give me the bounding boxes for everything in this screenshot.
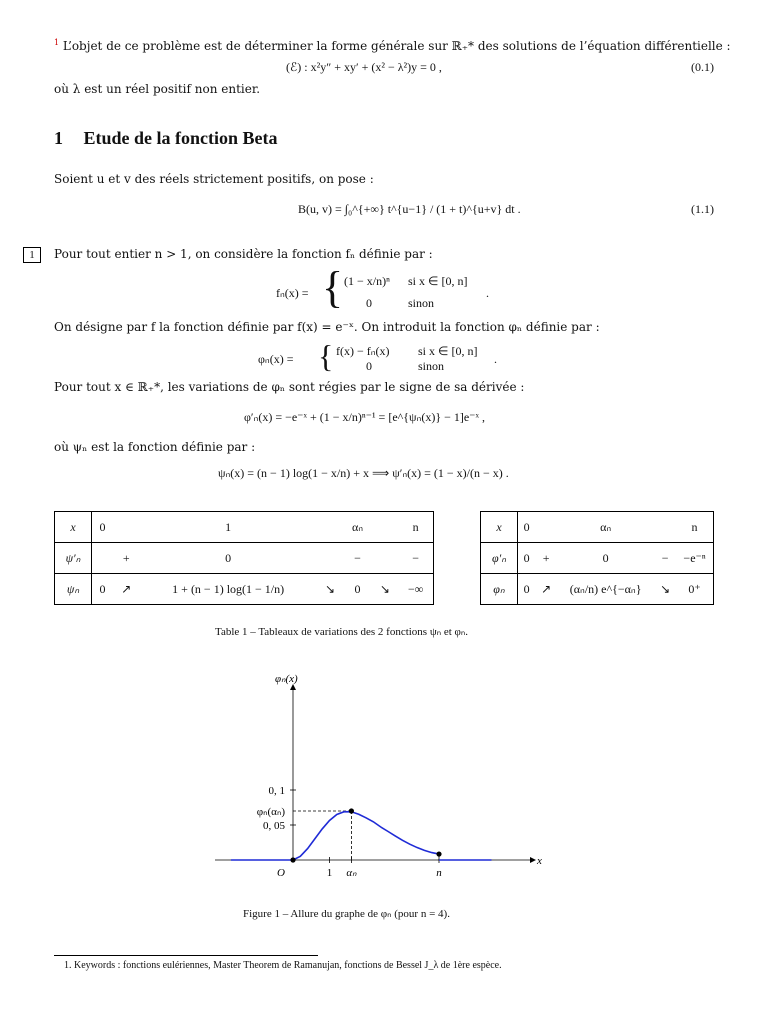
table-psi-cell xyxy=(317,512,344,543)
table-phi-cell: 0 xyxy=(518,574,536,605)
table-psi-cell: 1 + (n − 1) log(1 − 1/n) xyxy=(140,574,317,605)
table-psi-cell xyxy=(372,543,399,574)
variation-table-phi xyxy=(480,511,714,605)
table-psi-cell: + xyxy=(113,543,140,574)
table-phi-cell: (αₙ/n) e^{−αₙ} xyxy=(557,574,654,605)
table-psi-cell: − xyxy=(398,543,433,574)
question-number-box: 1 xyxy=(23,247,41,263)
period: . xyxy=(494,352,497,366)
table-psi-cell: 0 xyxy=(92,512,113,543)
table-phi-cell: + xyxy=(535,543,557,574)
table-phi-cell: 0 xyxy=(518,543,536,574)
table-phi-cell: αₙ xyxy=(557,512,654,543)
table-psi-cell: − xyxy=(343,543,371,574)
table-psi-cell xyxy=(372,512,399,543)
equation-fn-left: fₙ(x) = xyxy=(276,286,309,300)
y-marker-label: φₙ(αₙ) xyxy=(256,806,285,818)
table-psi-row-head: ψₙ xyxy=(55,574,92,605)
table-phi-cell: −e⁻ⁿ xyxy=(676,543,713,574)
table-phi-cell: − xyxy=(654,543,676,574)
paragraph-1: Soient u et v des réels strictement positifs, on pose : xyxy=(54,172,374,186)
x-axis-label: x xyxy=(537,855,542,867)
table-phi-row-head: x xyxy=(481,512,518,543)
x-tick-label: αₙ xyxy=(346,867,357,879)
table-psi-cell: ↗ xyxy=(113,574,140,605)
paragraph-3: On désigne par f la fonction définie par f(x) = e⁻ˣ. On introduit la fonction φₙ définie par : xyxy=(54,320,600,334)
table-phi-cell: ↘ xyxy=(654,574,676,605)
table-psi-cell: 0 xyxy=(343,574,371,605)
table-phi-cell xyxy=(654,512,676,543)
table-psi-row xyxy=(55,574,434,605)
section-number: 1 xyxy=(54,128,63,148)
equation-fn-cond2: sinon xyxy=(408,296,435,310)
section-heading xyxy=(54,128,278,149)
section-title: Etude de la fonction Beta xyxy=(83,128,278,148)
y-tick-label: 0, 1 xyxy=(268,785,285,797)
table-phi-row xyxy=(481,512,714,543)
table-psi-row-head: x xyxy=(55,512,92,543)
table-psi-cell xyxy=(92,543,113,574)
equation-fn-cond1: si x ∈ [0, n] xyxy=(408,274,468,288)
table-phi-cell: ↗ xyxy=(535,574,557,605)
paragraph-2: Pour tout entier n > 1, on considère la fonction fₙ définie par : xyxy=(54,247,433,261)
y-tick-label: 0, 05 xyxy=(263,820,285,832)
equation-fn-case2: 0 xyxy=(366,296,372,310)
equation-dphi: φ′ₙ(x) = −e⁻ˣ + (1 − x/n)ⁿ⁻¹ = [e^{ψₙ(x)} − 1]e⁻ˣ , xyxy=(244,410,485,424)
table-phi-cell: 0⁺ xyxy=(676,574,713,605)
table-psi-cell: −∞ xyxy=(398,574,433,605)
equation-phi-case1: f(x) − fₙ(x) xyxy=(336,344,390,358)
brace: { xyxy=(322,263,344,312)
series-line xyxy=(231,812,439,860)
table-psi-row-head: ψ′ₙ xyxy=(55,543,92,574)
x-tick-label: n xyxy=(436,867,442,879)
table-phi-cell: 0 xyxy=(518,512,536,543)
figure-caption: Figure 1 – Allure du graphe de φₙ (pour n = 4). xyxy=(243,908,450,920)
x-tick-label: O xyxy=(277,867,285,879)
equation-main: (ℰ) : x²y″ + xy′ + (x² − λ²)y = 0 , xyxy=(286,60,442,74)
marked-point xyxy=(290,857,295,862)
table-phi-cell: 0 xyxy=(557,543,654,574)
equation-psi: ψₙ(x) = (n − 1) log(1 − x/n) + x ⟹ ψ′ₙ(x) = (1 − x)/(n − x) . xyxy=(218,466,509,480)
brace: { xyxy=(318,338,334,374)
table-phi-row-head: φ′ₙ xyxy=(481,543,518,574)
footnote-text: 1. Keywords : fonctions eulériennes, Master Theorem de Ramanujan, fonctions de Bessel J_λ de 1ère espèce. xyxy=(64,960,502,971)
table-psi-cell: 1 xyxy=(140,512,317,543)
table-psi-cell: αₙ xyxy=(343,512,371,543)
intro-line-2: où λ est un réel positif non entier. xyxy=(54,82,261,96)
equation-phi-case2: 0 xyxy=(366,359,372,373)
period: . xyxy=(486,286,489,300)
x-tick-label: 1 xyxy=(326,867,333,879)
table-psi-cell: ↘ xyxy=(372,574,399,605)
equation-beta: B(u, v) = ∫₀^{+∞} t^{u−1} / (1 + t)^{u+v} dt . xyxy=(298,202,521,216)
intro-line-1 xyxy=(54,36,731,53)
table-phi-cell xyxy=(535,512,557,543)
equation-fn-case1: (1 − x/n)ⁿ xyxy=(344,274,390,288)
marked-point xyxy=(349,808,354,813)
equation-main-number: (0.1) xyxy=(691,60,714,74)
y-axis-label: φₙ(x) xyxy=(275,673,298,685)
table-phi-row xyxy=(481,574,714,605)
paragraph-5: où ψₙ est la fonction définie par : xyxy=(54,440,256,454)
variation-table-psi xyxy=(54,511,434,605)
table-caption: Table 1 – Tableaux de variations des 2 fonctions ψₙ et φₙ. xyxy=(215,626,469,638)
table-psi-cell xyxy=(317,543,344,574)
footnote-rule xyxy=(54,955,318,956)
equation-beta-number: (1.1) xyxy=(691,202,714,216)
table-psi-cell xyxy=(113,512,140,543)
footnote-mark: 1 xyxy=(54,38,60,47)
phi-graph xyxy=(200,660,560,900)
marked-point xyxy=(436,851,441,856)
equation-phi-cond1: si x ∈ [0, n] xyxy=(418,344,478,358)
paragraph-4: Pour tout x ∈ ℝ₊*, les variations de φₙ sont régies par le signe de sa dérivée : xyxy=(54,380,525,394)
table-phi-cell: n xyxy=(676,512,713,543)
table-phi-row xyxy=(481,543,714,574)
equation-phi-cond2: sinon xyxy=(418,359,445,373)
table-psi-cell: ↘ xyxy=(317,574,344,605)
table-psi-row xyxy=(55,512,434,543)
table-psi-cell: 0 xyxy=(92,574,113,605)
equation-phi-left: φₙ(x) = xyxy=(258,352,294,366)
table-psi-cell: n xyxy=(398,512,433,543)
table-phi-row-head: φₙ xyxy=(481,574,518,605)
table-psi-cell: 0 xyxy=(140,543,317,574)
x-axis-arrow xyxy=(530,857,536,863)
intro-text: L’objet de ce problème est de déterminer la forme générale sur ℝ₊* des solutions de l’équation différentielle : xyxy=(62,39,731,53)
table-psi-row xyxy=(55,543,434,574)
